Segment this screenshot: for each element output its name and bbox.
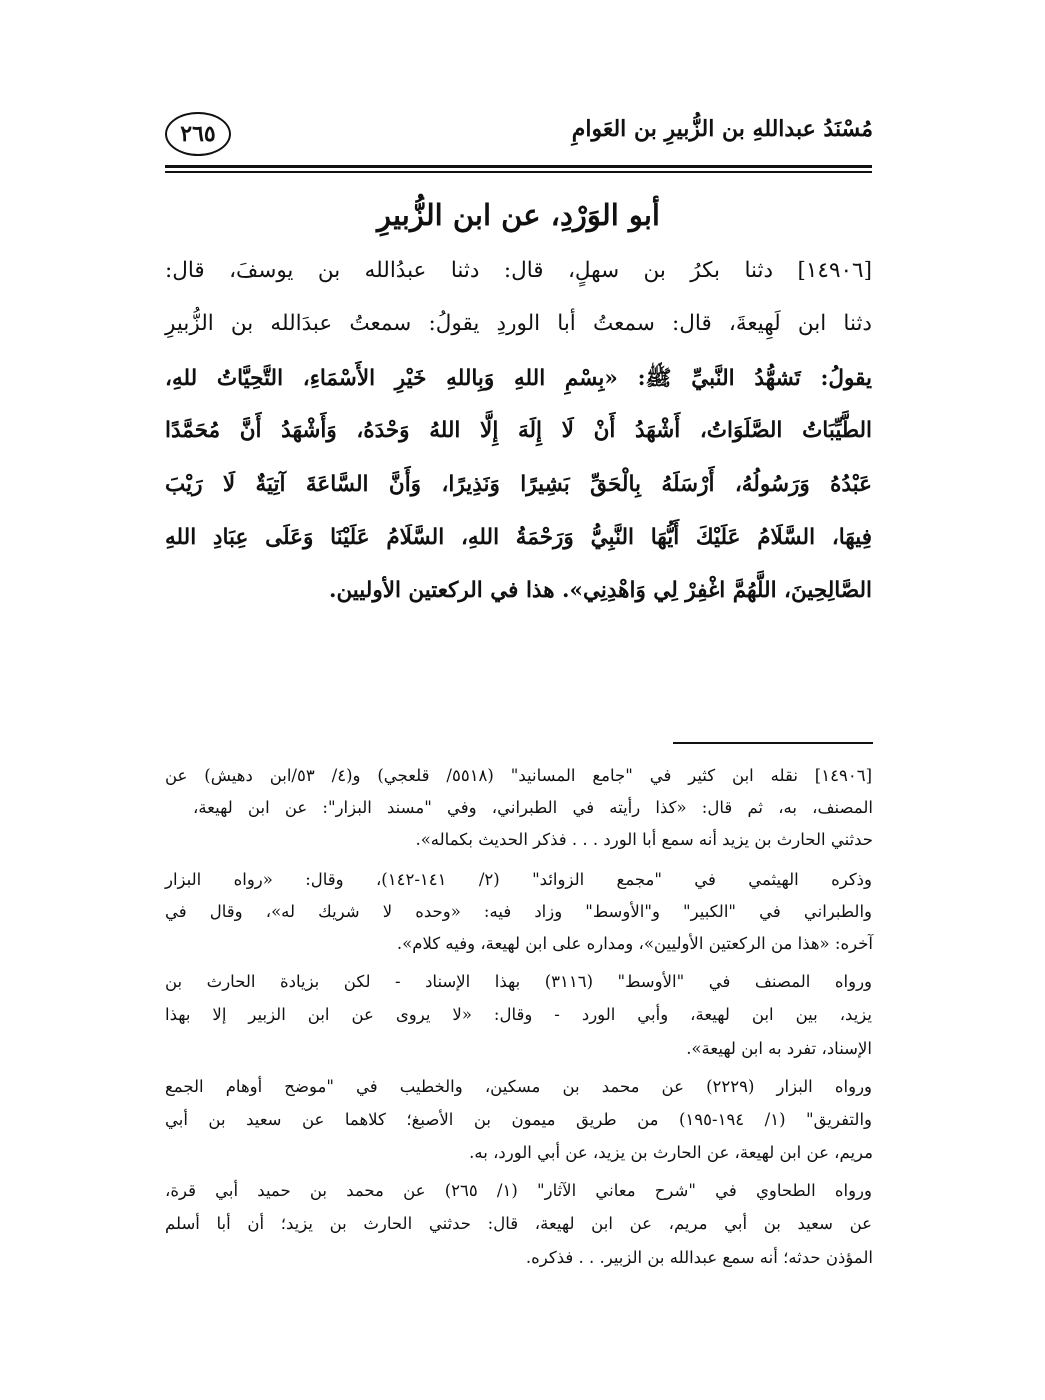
footnote-line-7: ورواه المصنف في "الأوسط" (٣١١٦) بهذا الإسناد - لكن بزيادة الحارث بن bbox=[165, 972, 873, 991]
section-title: أبو الوَرْدِ، عن ابن الزُّبيرِ bbox=[377, 198, 660, 232]
running-title: مُسْنَدُ عبداللهِ بن الزُّبيرِ بن العَوامِ bbox=[571, 116, 873, 142]
body-line-1: [١٤٩٠٦] دثنا بكرُ بن سهلٍ، قال: دثنا عبدُالله بن يوسفَ، قال: bbox=[165, 258, 872, 283]
footnote-line-15: المؤذن حدثه؛ أنه سمع عبدالله بن الزبير. . . فذكره. bbox=[525, 1248, 873, 1267]
body-line-7: الصَّالِحِينَ، اللَّهُمَّ اغْفِرْ لِي وَاهْدِنِي». هذا في الركعتين الأوليين. bbox=[328, 578, 872, 603]
footnote-line-6: آخره: «هذا من الركعتين الأوليين»، ومداره على ابن لهيعة، وفيه كلام». bbox=[396, 934, 873, 953]
footnote-line-2: المصنف، به، ثم قال: «كذا رأيته في الطبراني، وفي "مسند البزار": عن ابن لهيعة، bbox=[193, 798, 873, 817]
footnote-line-8: يزيد، بين ابن لهيعة، وأبي الورد - وقال: «لا يروى عن ابن الزبير إلا بهذا bbox=[165, 1005, 872, 1024]
page-number: ٢٦٥ bbox=[165, 112, 231, 156]
header-rule-thin bbox=[165, 171, 872, 173]
footnote-line-10: ورواه البزار (٢٢٢٩) عن محمد بن مسكين، والخطيب في "موضح أوهام الجمع bbox=[165, 1077, 873, 1096]
footnote-line-4: وذكره الهيثمي في "مجمع الزوائد" (٢/ ١٤١-١٤٢)، وقال: «رواه البزار bbox=[165, 870, 872, 889]
footnote-line-1: [١٤٩٠٦] نقله ابن كثير في "جامع المسانيد" (٥٥١٨/ قلعجي) و(٤/ ٥٣/ابن دهيش) عن bbox=[165, 766, 872, 785]
body-line-6: فِيهَا، السَّلَامُ عَلَيْكَ أَيُّهَا النَّبِيُّ وَرَحْمَةُ اللهِ، السَّلَامُ عَلَيْنَا وَعَلَى عِبَادِ اللهِ bbox=[165, 525, 872, 550]
footnote-line-11: والتفريق" (١/ ١٩٤-١٩٥) من طريق ميمون بن الأصبغ؛ كلاهما عن سعيد بن أبي bbox=[165, 1110, 872, 1129]
body-line-2: دثنا ابن لَهِيعةَ، قال: سمعتُ أبا الوردِ يقولُ: سمعتُ عبدَالله بن الزُّبيرِ bbox=[165, 311, 872, 336]
footnote-separator bbox=[673, 742, 873, 744]
footnote-line-13: ورواه الطحاوي في "شرح معاني الآثار" (١/ ٢٦٥) عن محمد بن حميد أبي قرة، bbox=[165, 1181, 872, 1200]
body-line-4: الطَّيِّبَاتُ الصَّلَوَاتُ، أَشْهَدُ أَنْ لَا إِلَهَ إِلَّا اللهُ وَحْدَهُ، وَأَشْهَدُ أَنَّ مُحَمَّدًا bbox=[165, 418, 872, 443]
footnote-line-14: عن سعيد بن أبي مريم، عن ابن لهيعة، قال: حدثني الحارث بن يزيد؛ أن أبا أسلم bbox=[165, 1214, 872, 1233]
header-rule-thick bbox=[165, 165, 872, 168]
footnote-line-9: الإسناد، تفرد به ابن لهيعة». bbox=[686, 1039, 872, 1058]
body-line-5: عَبْدُهُ وَرَسُولُهُ، أَرْسَلَهُ بِالْحَقِّ بَشِيرًا وَنَذِيرًا، وَأَنَّ السَّاعَةَ آتِيَةٌ لَا رَيْبَ bbox=[165, 472, 872, 497]
footnote-line-5: والطبراني في "الكبير" و"الأوسط" وزاد فيه: «وحده لا شريك له»، وقال في bbox=[165, 902, 872, 921]
footnote-line-3: حدثني الحارث بن يزيد أنه سمع أبا الورد . . . فذكر الحديث بكماله». bbox=[415, 830, 873, 849]
footnote-line-12: مريم، عن ابن لهيعة، عن الحارث بن يزيد، عن أبي الورد، به. bbox=[469, 1143, 873, 1162]
body-line-3: يقولُ: تَشهُّدُ النَّبيِّ ﷺ: «بِسْمِ اللهِ وَبِاللهِ خَيْرِ الأَسْمَاءِ، التَّحِيَّاتُ للهِ، bbox=[165, 366, 872, 391]
